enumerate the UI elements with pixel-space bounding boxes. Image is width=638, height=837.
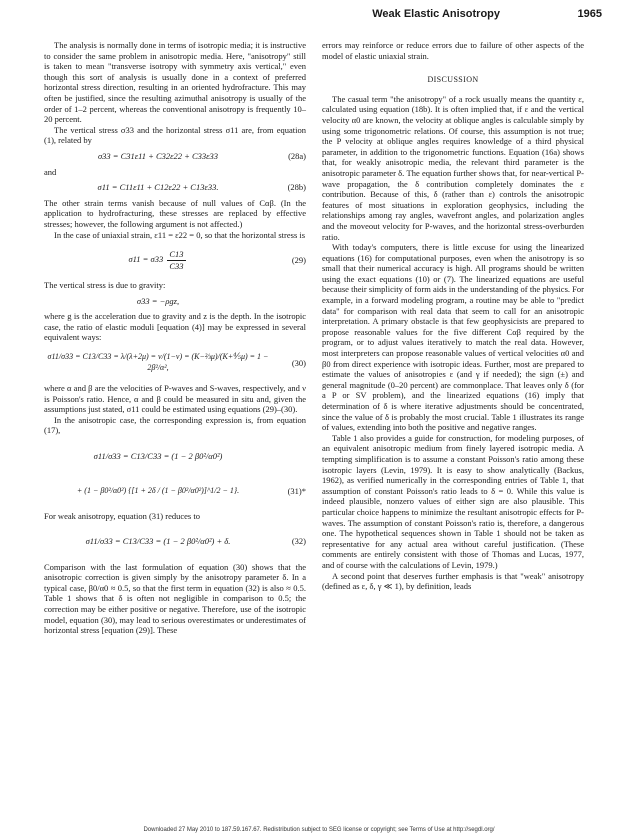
equation-number: (32) [291, 536, 306, 547]
numerator: C13 [169, 249, 184, 259]
equation-number: (31)* [287, 485, 306, 496]
equation-body [44, 249, 272, 271]
equation-28a [44, 151, 306, 162]
equation-29 [44, 245, 306, 275]
equation-body: σ33 = C31ε11 + C32ε22 + C33ε33 [97, 150, 219, 161]
equation-body: σ11/σ33 = C13/C33 = (1 − 2 β0²/α0²) [93, 450, 223, 461]
page-number: 1965 [577, 8, 602, 20]
equation-body: + (1 − β0²/α0²) {[1 + 2δ / (1 − β0²/α0²)]^1/2 − 1}. [76, 485, 240, 495]
equation-lhs: σ11 = σ33 [128, 254, 164, 265]
paragraph: errors may reinforce or reduce errors due to failure of other aspects of the model of elastic uniaxial strain. [322, 40, 584, 61]
paragraph: With today's computers, there is little excuse for using the linearized equations (16) for computational purposes, even when the anisotropy is so small that their numerical accuracy is high. All programs should be written using the exact equations (10) or (7). The linearized equations are useful because their simplicity of form aids in the understanding of the physics. For example, in a forward modeling program, a routine may be able to "predict data" for comparison with real data that seem to call for an anisotropic interpretation. A primary obstacle is that few geophysicists are prepared to propose reasonable values for the five different Cαβ required by the program, or to adjust values iteratively to match the real data. However, most interpreters can propose reasonable values of vertical velocities α0 and β0 from direct experience with isotropic ideas. Further, most are prepared to estimate the values of anisotropies ε (and γ if needed); the sign (±) and general magnitude (0–20 percent) are commonplace. That leaves only δ (for a P or SV problem), and the linearized equations (16) imply that determination of δ is where iterative adjustments should be concentrated, since the value of δ is probably the most crucial. Table 1 illustrates its range of values, extending into both the positive and negative ranges. [322, 242, 584, 433]
paragraph: The casual term "the anisotropy" of a rock usually means the quantity ε, calculated using equation (18b). It is often implied that, if ε and the vertical velocity α0 are known, the velocity at oblique angles is calculable simply by using some trigonometric relations. Of course, this assumption is not true; the P velocity at oblique angles requires knowledge of a third physical parameter, in addition to the trigonometric functions. Equation (16a) shows that, for weakly anisotropic media, the relevant third parameter is the anisotropic parameter δ. The equation further shows that, for near-vertical P-wave propagation, the δ contribution completely dominates the ε contribution. Because of this, δ (rather than ε) controls the anisotropic features of most situations in exploration geophysics, including the relationships among ray angles, wavefront angles, and polarization angles and the moveout velocity for P-waves, and the horizontal stress-overburden ratio. [322, 93, 584, 242]
paragraph: A second point that deserves further emphasis is that "weak" anisotropy (defined as ε, δ, γ ≪ 1), by definition, leads [322, 570, 584, 592]
paragraph: Table 1 also provides a guide for construction, for modeling purposes, of an equivalent anisotropic medium from finely layered isotropic media. A tempting simplification is to assume a constant Poisson's ratio among these isotropic layers (Levin, 1979). It is easy to show analytically (Backus, 1962), as verified numerically in the corresponding entries of Table 1, that assumption of constant Poisson's ratio leads to δ = 0. While this value is indeed plausible, nonzero values of either sign are also plausible. This particular choice happens to minimize the resultant anisotropic effects for P-waves. The assumption of constant Poisson's ratio is, therefore, a dangerous one. The hypothetical sequences shown in Table 1 should not be taken as representative for any actual area without careful justification. (These comments are entirely consistent with those of Thomas and Lucas, 1977, and of course with the calculations of Levin, 1979.) [322, 432, 584, 570]
equation-body: σ33 = −ρgz, [136, 295, 180, 306]
equation-28b [44, 182, 306, 193]
equation-number: (28b) [287, 182, 306, 193]
equation-31-line1 [44, 441, 306, 471]
equation-32 [44, 527, 306, 557]
section-heading: DISCUSSION [427, 75, 479, 85]
equation-body: σ11 = C11ε11 + C12ε22 + C13ε33. [97, 182, 219, 193]
equation-30 [44, 348, 306, 378]
right-column [322, 40, 584, 592]
equation-number: (28a) [288, 150, 306, 161]
paragraph: The analysis is normally done in terms of isotropic media; it is instructive to consider the same problem in anisotropic media. Here, "anisotropy" still is taken to mean "transverse isotropy with symmetry axis vertical," even though this sort of analysis is usually done in a context of preferred horizontal stress direction, resulting in an oriented hydrofracture. This may often be justified, since the resulting azimuthal anisotropy is usually of the order of 1–2 percent, whereas the conventional anisotropy is frequently 10–20 percent. [44, 40, 306, 125]
paragraph: Comparison with the last formulation of equation (30) shows that the anisotropic correction is given simply by the anisotropy parameter δ. In a typical case, β0/α0 ≈ 0.5, so that the first term in equation (32) is also ≈ 0.5. Table 1 shows that δ is often not negligible in comparison to 0.5; the correction may be either positive or negative. Therefore, use of the isotropic model, equation (30), may lead to serious overestimates or underestimates of horizontal stress [equation (29)]. These [44, 561, 306, 636]
denominator: C33 [169, 260, 184, 271]
left-column [44, 40, 306, 636]
equation-body: σ11/σ33 = C13/C33 = (1 − 2 β0²/α0²) + δ. [85, 536, 231, 547]
paragraph: The other strain terms vanish because of null values of Cαβ. (In the application to hydrofracturing, these stresses are replaced by effective stresses; however, the following argument is not affected.) [44, 197, 306, 229]
equation-number: (30) [291, 357, 306, 368]
paragraph: and [44, 166, 57, 177]
equation-number: (29) [291, 254, 306, 265]
fraction [167, 249, 185, 271]
paragraph: where g is the acceleration due to gravity and z is the depth. In the isotropic case, the ratio of elastic moduli [equation (4)] may be expressed in several equivalent ways: [44, 311, 306, 343]
running-header-title: Weak Elastic Anisotropy [372, 8, 500, 20]
paragraph: The vertical stress is due to gravity: [44, 280, 166, 291]
download-footer: Downloaded 27 May 2010 to 187.59.167.67. Redistribution subject to SEG license or copyright; see Terms of Use at http://segdl.org/ [143, 827, 495, 833]
equation-31-line2 [44, 476, 306, 506]
paragraph: For weak anisotropy, equation (31) reduces to [44, 511, 200, 522]
paragraph: In the anisotropic case, the corresponding expression is, from equation (17), [44, 414, 306, 436]
equation-body: σ11/σ33 = C13/C33 = λ/(λ+2μ) = ν/(1−ν) = (K−⅔μ)/(K+⅘μ) = 1 − 2β²/α², [47, 352, 269, 373]
equation-gravity [44, 296, 306, 307]
paragraph: where α and β are the velocities of P-waves and S-waves, respectively, and ν is Poisson's ratio. Hence, α and β could be measured in situ and, given the assumptions just stated, σ11 could be estimated using equations (29)–(30). [44, 383, 306, 415]
paragraph: The vertical stress σ33 and the horizontal stress σ11 are, from equation (1), related by [44, 124, 306, 146]
paragraph: In the case of uniaxial strain, ε11 = ε22 = 0, so that the horizontal stress is [54, 229, 306, 240]
